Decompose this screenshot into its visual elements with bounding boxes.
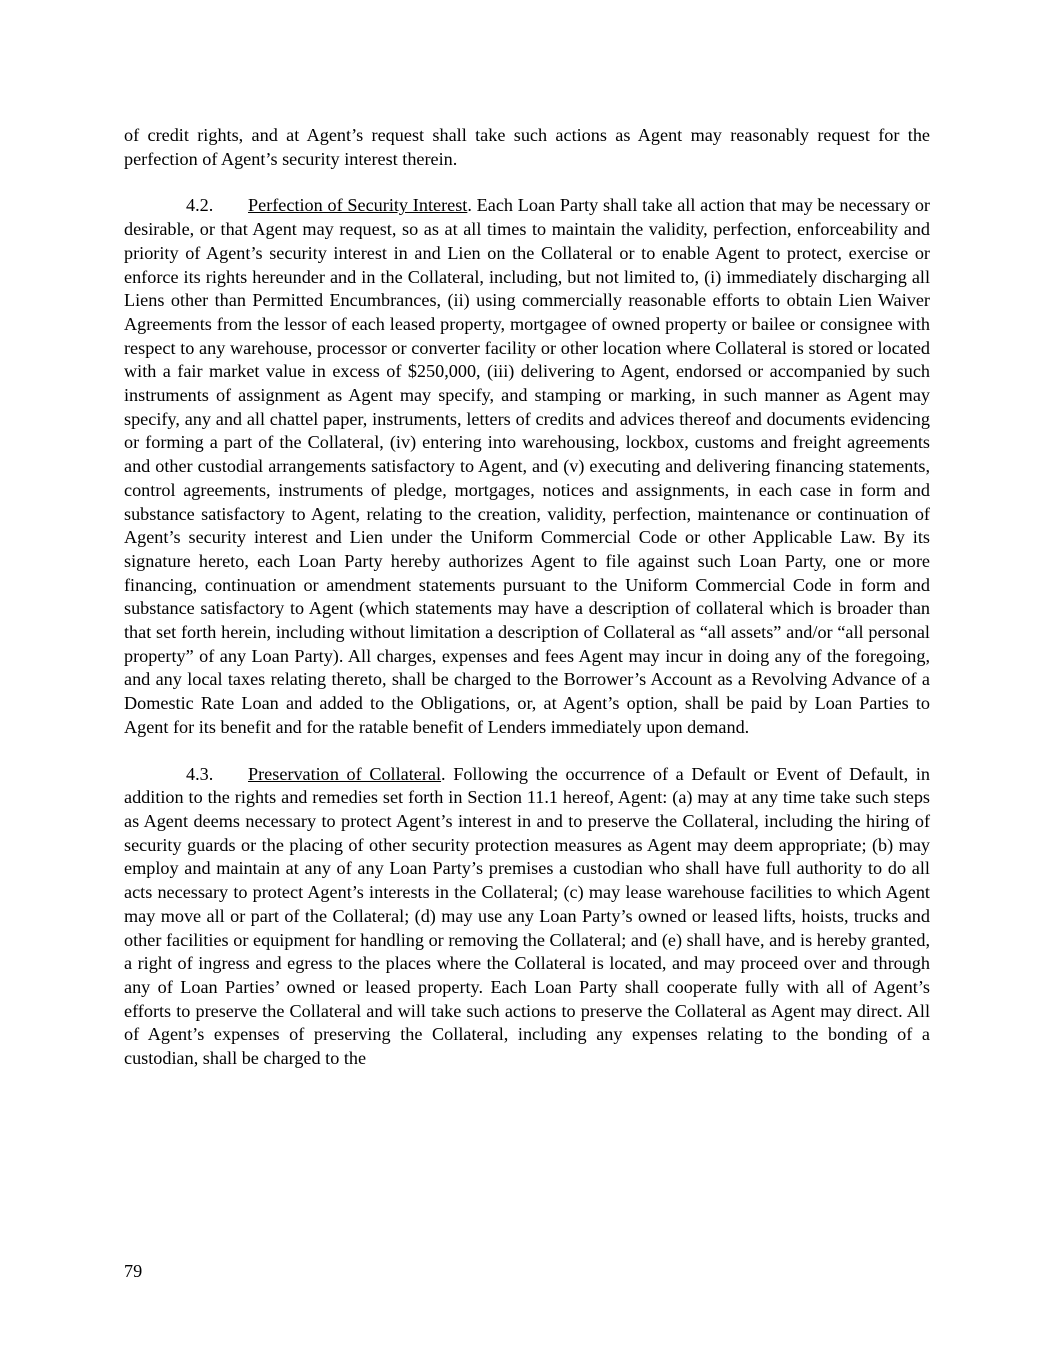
section-number: 4.2. (186, 195, 214, 216)
page-number: 79 (124, 1261, 143, 1281)
intro-paragraph: of credit rights, and at Agent’s request shall take such actions as Agent may reasonably request for the perfection of Agent’s security interest therein. (124, 125, 930, 169)
section-4-2 (124, 194, 930, 739)
section-body: . Following the occurrence of a Default or Event of Default, in addition to the rights and remedies set forth in Section 11.1 hereof, Agent: (a) may at any time take such steps as Agent deems necessary to protect Agent’s interest in and to preserve the Collateral, including the hiring of security guards or the placing of other security protection measures as Agent may deem appropriate; (b) may employ and maintain at any of any Loan Party’s premises a custodian who shall have full authority to do all acts necessary to protect Agent’s interests in the Collateral; (c) may lease warehouse facilities to which Agent may move all or part of the Collateral; (d) may use any Loan Party’s owned or leased lifts, hoists, trucks and other facilities or equipment for handling or removing the Collateral; and (e) shall have, and is hereby granted, a right of ingress and egress to the places where the Collateral is located, and may proceed over and through any of Loan Parties’ owned or leased property. Each Loan Party shall cooperate fully with all of Agent’s efforts to preserve the Collateral and will take such actions to preserve the Collateral as Agent may direct. All of Agent’s expenses of preserving the Collateral, including any expenses relating to the bonding of a custodian, shall be charged to the (124, 763, 930, 1069)
section-title: Perfection of Security Interest (248, 195, 468, 216)
section-body: . Each Loan Party shall take all action that may be necessary or desirable, or that Agent may request, so as at all times to maintain the validity, perfection, enforceability and priority of Agent’s security interest in and Lien on the Collateral or to enable Agent to protect, exercise or enforce its rights hereunder and in the Collateral, including, but not limited to, (i) immediately discharging all Liens other than Permitted Encumbrances, (ii) using commercially reasonable efforts to obtain Lien Waiver Agreements from the lessor of each leased property, mortgagee of owned property or bailee or consignee with respect to any warehouse, processor or converter facility or other location where Collateral is stored or located with a fair market value in excess of $250,000, (iii) delivering to Agent, endorsed or accompanied by such instruments of assignment as Agent may specify, and stamping or marking, in such manner as Agent may specify, any and all chattel paper, instruments, letters of credits and advices thereof and documents evidencing or forming a part of the Collateral, (iv) entering into warehousing, lockbox, customs and freight agreements and other custodial arrangements satisfactory to Agent, and (v) executing and delivering financing statements, control agreements, instruments of pledge, mortgages, notices and assignments, in each case in form and substance satisfactory to Agent, relating to the creation, validity, perfection, maintenance or continuation of Agent’s security interest and Lien under the Uniform Commercial Code or other Applicable Law. By its signature hereto, each Loan Party hereby authorizes Agent to file against such Loan Party, one or more financing, continuation or amendment statements pursuant to the Uniform Commercial Code in form and substance satisfactory to Agent (which statements may have a description of collateral which is broader than that set forth herein, including without limitation a description of Collateral as “all assets” and/or “all personal property” of any Loan Party). All charges, expenses and fees Agent may incur in doing any of the foregoing, and any local taxes relating thereto, shall be charged to the Borrower’s Account as a Revolving Advance of a Domestic Rate Loan and added to the Obligations, or, at Agent’s option, shall be paid by Loan Parties to Agent for its benefit and for the ratable benefit of Lenders immediately upon demand. (124, 195, 930, 737)
section-4-3 (124, 763, 930, 1071)
section-number: 4.3. (186, 763, 214, 784)
section-title: Preservation of Collateral (248, 763, 442, 784)
document-page (124, 124, 930, 1094)
